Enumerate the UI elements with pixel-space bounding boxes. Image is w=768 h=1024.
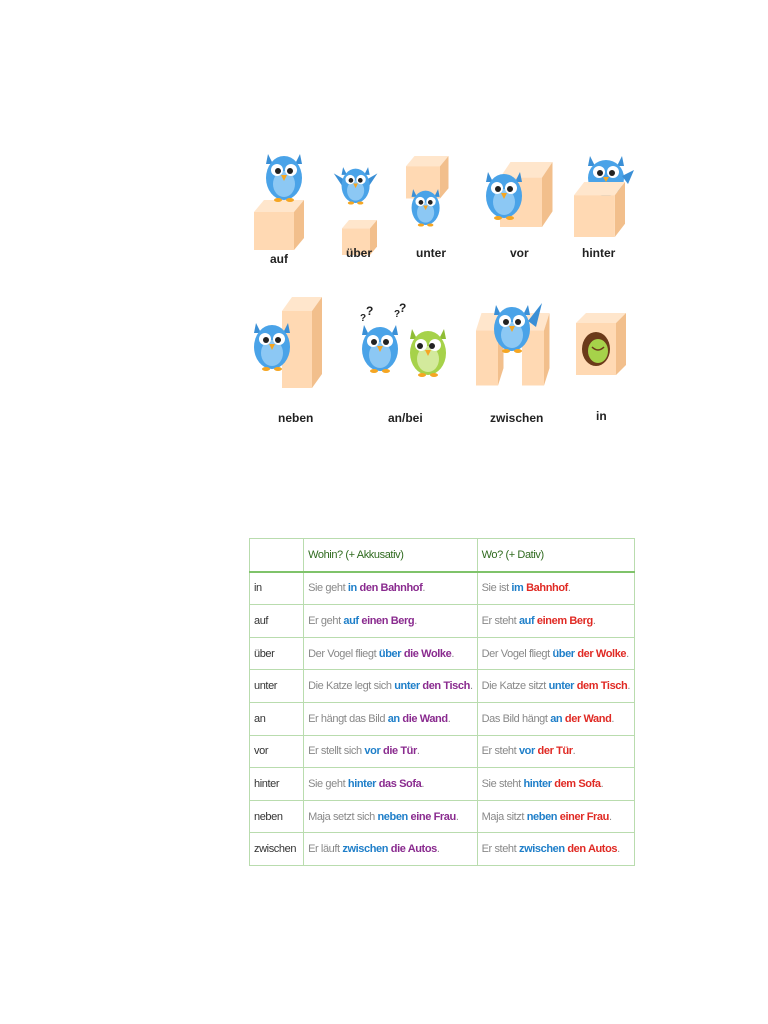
sentence-segment: Der Vogel fliegt <box>308 647 379 660</box>
table-row <box>250 768 635 801</box>
sentence-segment: in <box>347 582 357 595</box>
sentence-segment: . <box>422 582 426 595</box>
akkusativ-sentence-cell <box>304 605 478 638</box>
sentence-segment: auf <box>343 614 359 627</box>
sentence-segment: neben <box>526 810 558 823</box>
preposition-cell: über <box>250 637 304 670</box>
akkusativ-sentence-cell <box>304 572 478 605</box>
preposition-table <box>249 538 635 866</box>
dativ-sentence-cell <box>477 833 634 866</box>
preposition-cell: vor <box>250 735 304 768</box>
table-row <box>250 735 635 768</box>
sentence-segment: . <box>567 582 571 595</box>
akkusativ-sentence-cell <box>304 670 478 703</box>
sentence-segment: . <box>416 745 420 758</box>
sentence-segment: Sie geht <box>308 582 348 595</box>
question-mark-4: ? <box>399 301 407 315</box>
sentence-segment: . <box>436 843 440 856</box>
preposition-cell: zwischen <box>250 833 304 866</box>
sentence-segment: . <box>451 647 455 660</box>
table-row <box>250 833 635 866</box>
illustration-neben <box>250 295 340 430</box>
sentence-segment: Sie geht <box>308 777 348 790</box>
sentence-segment: vor <box>364 745 381 758</box>
preposition-cell: neben <box>250 800 304 833</box>
dativ-sentence-cell <box>477 800 634 833</box>
sentence-segment: Er stellt sich <box>308 745 365 758</box>
question-mark-3: ? <box>394 309 401 320</box>
dativ-sentence-cell <box>477 702 634 735</box>
dativ-sentence-cell <box>477 768 634 801</box>
sentence-segment: der Wand <box>562 712 612 725</box>
sentence-segment: im <box>511 582 524 595</box>
sentence-segment: zwischen <box>518 843 565 856</box>
sentence-segment: Der Vogel fliegt <box>481 647 553 660</box>
akkusativ-sentence-cell <box>304 637 478 670</box>
sentence-segment: einen Berg <box>358 614 415 627</box>
table-row <box>250 605 635 638</box>
header-wo: Wo? (+ Dativ) <box>477 539 634 572</box>
sentence-segment: auf <box>518 614 535 627</box>
sentence-segment: Sie steht <box>481 777 524 790</box>
sentence-segment: den Autos <box>564 843 618 856</box>
label-unter: unter <box>416 246 446 260</box>
preposition-cell: unter <box>250 670 304 703</box>
sentence-segment: Er steht <box>481 843 519 856</box>
dativ-sentence-cell <box>477 605 634 638</box>
preposition-cell: in <box>250 572 304 605</box>
question-mark-2: ? <box>366 304 374 318</box>
sentence-segment: Die Katze legt sich <box>308 680 395 693</box>
sentence-segment: einem Berg <box>534 614 593 627</box>
preposition-cell: hinter <box>250 768 304 801</box>
preposition-cell: auf <box>250 605 304 638</box>
header-wohin: Wohin? (+ Akkusativ) <box>304 539 478 572</box>
sentence-segment: hinter <box>347 777 377 790</box>
sentence-segment: . <box>592 614 596 627</box>
sentence-segment: Er steht <box>481 745 519 758</box>
sentence-segment: zwischen <box>342 843 389 856</box>
sentence-segment: den Tisch <box>419 680 470 693</box>
sentence-segment: Er geht <box>308 614 344 627</box>
sentence-segment: Die Katze sitzt <box>481 680 549 693</box>
label-anbei: an/bei <box>388 411 423 425</box>
dativ-sentence-cell <box>477 572 634 605</box>
sentence-segment: über <box>378 647 402 660</box>
sentence-segment: . <box>469 680 473 693</box>
sentence-segment: Er läuft <box>308 843 343 856</box>
sentence-segment: . <box>572 745 576 758</box>
label-in: in <box>596 409 607 423</box>
illustration-hinter <box>570 148 640 278</box>
sentence-segment: die Wand <box>399 712 448 725</box>
illustration-auf <box>250 148 320 278</box>
sentence-segment: eine Frau <box>407 810 456 823</box>
label-auf: auf <box>270 252 288 266</box>
table-header-row <box>250 539 635 572</box>
question-mark-1: ? <box>360 313 367 324</box>
dativ-sentence-cell <box>477 735 634 768</box>
sentence-segment: der Wolke <box>574 647 627 660</box>
sentence-segment: den Bahnhof <box>356 582 423 595</box>
sentence-segment: einer Frau <box>557 810 609 823</box>
dativ-sentence-cell <box>477 670 634 703</box>
preposition-illustrations <box>240 140 640 440</box>
sentence-segment: Maja sitzt <box>481 810 527 823</box>
sentence-segment: . <box>617 843 620 856</box>
sentence-segment: das Sofa <box>376 777 422 790</box>
table-row <box>250 702 635 735</box>
illustration-unter <box>404 148 464 278</box>
akkusativ-sentence-cell <box>304 833 478 866</box>
table-body <box>250 572 635 866</box>
sentence-segment: neben <box>377 810 408 823</box>
sentence-segment: hinter <box>523 777 552 790</box>
sentence-segment: Er steht <box>481 614 519 627</box>
sentence-segment: dem Sofa <box>551 777 601 790</box>
sentence-segment: an <box>550 712 563 725</box>
sentence-segment: . <box>600 777 604 790</box>
illustration-in <box>574 295 634 430</box>
sentence-segment: die Autos <box>388 843 437 856</box>
dativ-sentence-cell <box>477 637 634 670</box>
illustration-anbei <box>352 295 452 430</box>
sentence-segment: . <box>455 810 459 823</box>
table-row <box>250 572 635 605</box>
sentence-segment: vor <box>518 745 535 758</box>
sentence-segment: . <box>447 712 451 725</box>
sentence-segment: Das Bild hängt <box>481 712 551 725</box>
label-vor: vor <box>510 246 529 260</box>
preposition-cell: an <box>250 702 304 735</box>
akkusativ-sentence-cell <box>304 735 478 768</box>
sentence-segment: Bahnhof <box>523 582 568 595</box>
sentence-segment: die Wolke <box>401 647 452 660</box>
label-zwischen: zwischen <box>490 411 544 425</box>
label-hinter: hinter <box>582 246 616 260</box>
illustration-zwischen <box>472 295 564 430</box>
sentence-segment: unter <box>548 680 575 693</box>
sentence-segment: . <box>414 614 417 627</box>
sentence-segment: Maja setzt sich <box>308 810 378 823</box>
sentence-segment: . <box>626 647 629 660</box>
label-neben: neben <box>278 411 314 425</box>
table-row <box>250 670 635 703</box>
sentence-segment: . <box>627 680 630 693</box>
akkusativ-sentence-cell <box>304 800 478 833</box>
sentence-segment: die Tür <box>380 745 417 758</box>
sentence-segment: . <box>611 712 615 725</box>
sentence-segment: Er hängt das Bild <box>308 712 388 725</box>
akkusativ-sentence-cell <box>304 768 478 801</box>
sentence-segment: . <box>421 777 425 790</box>
sentence-segment: unter <box>394 680 420 693</box>
sentence-segment: an <box>387 712 400 725</box>
sentence-segment: dem Tisch <box>574 680 628 693</box>
illustration-vor <box>480 148 560 278</box>
sentence-segment: Sie ist <box>481 582 512 595</box>
header-empty <box>250 539 304 572</box>
sentence-segment: über <box>552 647 575 660</box>
table-row <box>250 800 635 833</box>
sentence-segment: der Tür <box>534 745 573 758</box>
sentence-segment: . <box>608 810 612 823</box>
table-row <box>250 637 635 670</box>
label-ueber: über <box>346 246 373 260</box>
akkusativ-sentence-cell <box>304 702 478 735</box>
illustration-ueber <box>336 148 396 278</box>
